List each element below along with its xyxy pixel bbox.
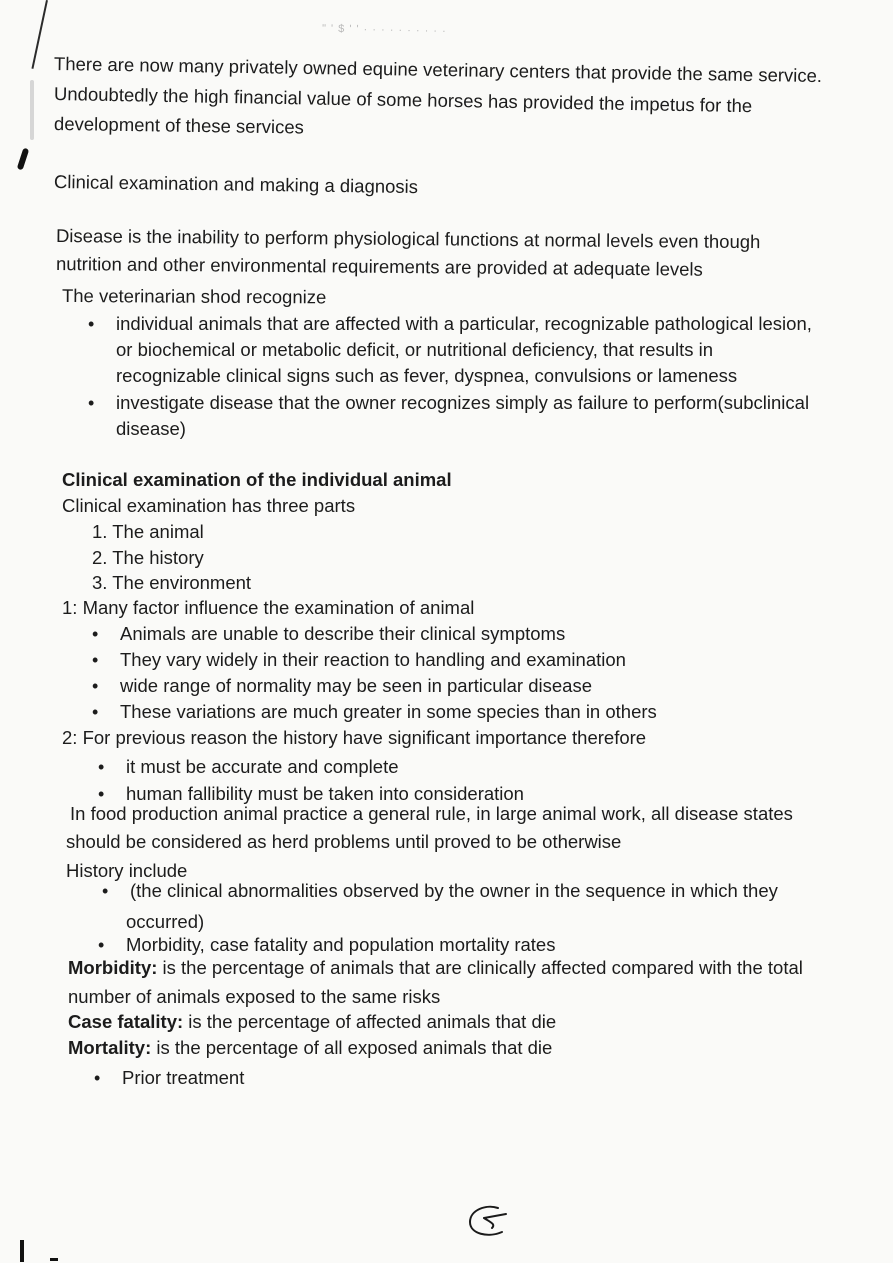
- vet-recognize-heading: The veterinarian shod recognize: [61, 285, 327, 308]
- factor-heading: 1: Many factor influence the examination of animal: [62, 597, 475, 618]
- morbidity-term: Morbidity:: [68, 957, 158, 978]
- list-item-continuation: or biochemical or metabolic deficit, or nutritional deficiency, that results in: [116, 339, 714, 360]
- case-fatality-definition: [68, 1010, 556, 1034]
- morbidity-definition-continuation: number of animals exposed to the same risks: [68, 986, 441, 1007]
- numbered-item: 3. The environment: [92, 572, 252, 593]
- header-scan-noise: " ' $ ' ' · · · · · · · · · ·: [321, 22, 447, 38]
- disease-definition-line-1: Disease is the inability to perform physiological functions at normal levels even though: [55, 225, 761, 253]
- scan-edge-mark: [50, 1258, 58, 1261]
- list-item: • human fallibility must be taken into consideration: [126, 782, 524, 806]
- list-item: • They vary widely in their reaction to handling and examination: [120, 648, 626, 672]
- list-item: • wide range of normality may be seen in particular disease: [120, 674, 592, 698]
- list-item: • investigate disease that the owner recognizes simply as failure to perform(subclinical: [116, 391, 809, 415]
- mortality-definition: [68, 1036, 552, 1060]
- list-item: • Animals are unable to describe their clinical symptoms: [120, 622, 565, 646]
- disease-definition-line-2: nutrition and other environmental requirements are provided at adequate levels: [55, 253, 703, 280]
- handwritten-page-number: [462, 1200, 514, 1242]
- list-item: • (the clinical abnormalities observed by the owner in the sequence in which they: [130, 879, 778, 903]
- numbered-item: 2. The history: [92, 547, 204, 568]
- numbered-item: 1. The animal: [92, 521, 204, 542]
- list-item: • it must be accurate and complete: [126, 755, 399, 779]
- list-item-continuation: recognizable clinical signs such as fever, dyspnea, convulsions or lameness: [116, 365, 738, 386]
- list-item: • Morbidity, case fatality and population mortality rates: [126, 933, 555, 957]
- mortality-term: Mortality:: [68, 1037, 152, 1058]
- morbidity-text: is the percentage of animals that are clinically affected compared with the total: [157, 957, 803, 978]
- intro-line-2: Undoubtedly the high financial value of some horses has provided the impetus for the: [53, 83, 753, 117]
- mortality-text: is the percentage of all exposed animals that die: [151, 1037, 553, 1058]
- scan-edge-mark: [20, 1240, 24, 1262]
- list-item: • individual animals that are affected with a particular, recognizable pathological lesion,: [116, 312, 812, 336]
- scan-shadow-mark: [30, 80, 34, 140]
- three-parts-intro: Clinical examination has three parts: [62, 495, 356, 516]
- case-fatality-text: is the percentage of affected animals that die: [183, 1011, 557, 1032]
- pen-stroke-mark: [31, 0, 48, 69]
- intro-line-1: There are now many privately owned equine veterinary centers that provide the same service.: [53, 53, 823, 87]
- list-item: • Prior treatment: [122, 1066, 244, 1090]
- list-item-continuation: occurred): [126, 911, 205, 932]
- history-heading: 2: For previous reason the history have significant importance therefore: [62, 727, 647, 748]
- food-production-line-1: In food production animal practice a general rule, in large animal work, all disease states: [70, 803, 793, 824]
- case-fatality-term: Case fatality:: [68, 1011, 184, 1032]
- intro-line-3: development of these services: [53, 113, 305, 138]
- section-title-clinical-diagnosis: Clinical examination and making a diagnosis: [53, 171, 419, 198]
- food-production-line-2: should be considered as herd problems until proved to be otherwise: [66, 831, 622, 852]
- morbidity-definition: [68, 956, 803, 980]
- history-include-heading: History include: [66, 860, 188, 881]
- list-item-continuation: disease): [116, 418, 186, 439]
- list-item: • These variations are much greater in some species than in others: [120, 700, 657, 724]
- pen-stroke-mark: [17, 148, 30, 171]
- section-title-individual-animal: Clinical examination of the individual animal: [62, 469, 452, 490]
